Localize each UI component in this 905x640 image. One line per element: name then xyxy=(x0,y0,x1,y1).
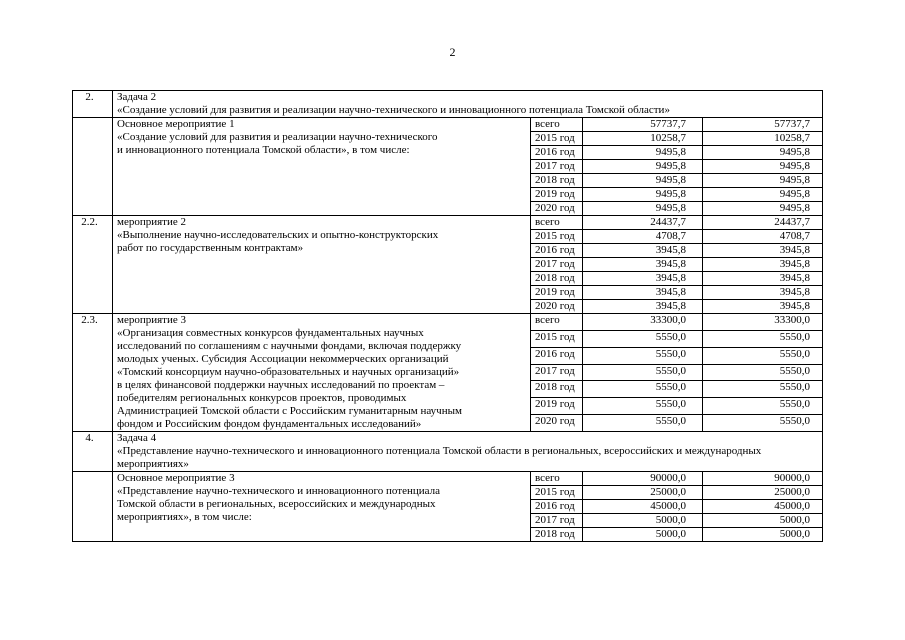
measure-description xyxy=(113,472,531,542)
amount-total-cell: 5550,0 xyxy=(583,381,703,398)
funding-row xyxy=(73,216,823,230)
amount-budget-cell: 33300,0 xyxy=(703,314,823,331)
amount-total-cell: 33300,0 xyxy=(583,314,703,331)
task-cell xyxy=(113,91,823,118)
amount-budget-cell: 45000,0 xyxy=(703,500,823,514)
amount-total-cell: 5550,0 xyxy=(583,330,703,347)
measure-line: мероприятиях», в том числе: xyxy=(117,511,252,523)
amount-total-cell: 9495,8 xyxy=(583,174,703,188)
budget-table-body xyxy=(73,91,823,542)
measure-line: мероприятие 3 xyxy=(117,314,187,326)
year-cell: 2017 год xyxy=(531,364,583,381)
amount-budget-cell: 5550,0 xyxy=(703,398,823,415)
amount-budget-cell: 9495,8 xyxy=(703,160,823,174)
task-title: Задача 2 xyxy=(117,91,157,103)
measure-line: в целях финансовой поддержки научных исследований по проектам – xyxy=(117,379,445,391)
year-cell: 2015 год xyxy=(531,132,583,146)
amount-total-cell: 5550,0 xyxy=(583,364,703,381)
page-number: 2 xyxy=(449,45,456,59)
budget-table xyxy=(72,90,823,542)
year-cell: 2017 год xyxy=(531,514,583,528)
amount-budget-cell: 3945,8 xyxy=(703,286,823,300)
measure-line: «Выполнение научно-исследовательских и опытно-конструкторских xyxy=(117,229,439,241)
amount-total-cell: 24437,7 xyxy=(583,216,703,230)
row-number: 2.2. xyxy=(73,216,113,314)
year-cell: 2019 год xyxy=(531,398,583,415)
measure-line: Администрацией Томской области с Российским гуманитарным научным xyxy=(117,405,462,417)
amount-total-cell: 5550,0 xyxy=(583,347,703,364)
measure-line: фондом и Российским фондом фундаментальных исследований» xyxy=(117,418,422,430)
amount-total-cell: 3945,8 xyxy=(583,300,703,314)
amount-budget-cell: 3945,8 xyxy=(703,300,823,314)
amount-total-cell: 25000,0 xyxy=(583,486,703,500)
year-cell: 2015 год xyxy=(531,486,583,500)
amount-total-cell: 5550,0 xyxy=(583,415,703,432)
task-title: Задача 4 xyxy=(117,432,157,444)
year-cell: 2016 год xyxy=(531,146,583,160)
measure-line: Основное мероприятие 1 xyxy=(117,118,235,130)
amount-budget-cell: 25000,0 xyxy=(703,486,823,500)
amount-budget-cell: 3945,8 xyxy=(703,244,823,258)
amount-budget-cell: 24437,7 xyxy=(703,216,823,230)
year-cell: 2017 год xyxy=(531,160,583,174)
measure-description xyxy=(113,118,531,216)
amount-budget-cell: 3945,8 xyxy=(703,258,823,272)
year-cell: всего xyxy=(531,216,583,230)
measure-line: исследований по соглашениям с научными фондами, включая поддержку xyxy=(117,340,462,352)
amount-budget-cell: 5550,0 xyxy=(703,415,823,432)
year-cell: 2015 год xyxy=(531,330,583,347)
amount-total-cell: 4708,7 xyxy=(583,230,703,244)
amount-budget-cell: 90000,0 xyxy=(703,472,823,486)
amount-total-cell: 3945,8 xyxy=(583,272,703,286)
amount-total-cell: 9495,8 xyxy=(583,188,703,202)
amount-budget-cell: 5000,0 xyxy=(703,514,823,528)
measure-description xyxy=(113,314,531,432)
year-cell: 2019 год xyxy=(531,286,583,300)
measure-line: «Представление научно-технического и инновационного потенциала xyxy=(117,485,440,497)
measure-description xyxy=(113,216,531,314)
year-cell: всего xyxy=(531,472,583,486)
row-number: 4. xyxy=(73,432,113,472)
measure-line: Томской области в региональных, всероссийских и международных xyxy=(117,498,436,510)
amount-budget-cell: 9495,8 xyxy=(703,146,823,160)
year-cell: 2015 год xyxy=(531,230,583,244)
funding-row xyxy=(73,472,823,486)
amount-total-cell: 3945,8 xyxy=(583,286,703,300)
year-cell: 2020 год xyxy=(531,202,583,216)
amount-budget-cell: 3945,8 xyxy=(703,272,823,286)
row-number xyxy=(73,472,113,542)
year-cell: 2020 год xyxy=(531,415,583,432)
measure-line: работ по государственным контрактам» xyxy=(117,242,304,254)
measure-line: победителям региональных конкурсов проектов, проводимых xyxy=(117,392,407,404)
measure-line: мероприятие 2 xyxy=(117,216,187,228)
year-cell: 2018 год xyxy=(531,174,583,188)
amount-total-cell: 5000,0 xyxy=(583,528,703,542)
amount-total-cell: 45000,0 xyxy=(583,500,703,514)
amount-total-cell: 5550,0 xyxy=(583,398,703,415)
amount-budget-cell: 9495,8 xyxy=(703,174,823,188)
row-number: 2.3. xyxy=(73,314,113,432)
year-cell: 2016 год xyxy=(531,347,583,364)
amount-total-cell: 57737,7 xyxy=(583,118,703,132)
amount-total-cell: 5000,0 xyxy=(583,514,703,528)
row-number xyxy=(73,118,113,216)
amount-budget-cell: 9495,8 xyxy=(703,202,823,216)
year-cell: 2018 год xyxy=(531,528,583,542)
amount-budget-cell: 5550,0 xyxy=(703,381,823,398)
year-cell: всего xyxy=(531,314,583,331)
amount-budget-cell: 5550,0 xyxy=(703,330,823,347)
amount-budget-cell: 9495,8 xyxy=(703,188,823,202)
measure-line: «Томский консорциум научно-образовательных и научных организаций» xyxy=(117,366,460,378)
amount-total-cell: 9495,8 xyxy=(583,146,703,160)
amount-total-cell: 3945,8 xyxy=(583,258,703,272)
amount-budget-cell: 5550,0 xyxy=(703,347,823,364)
measure-line: «Организация совместных конкурсов фундаментальных научных xyxy=(117,327,424,339)
task-text: «Представление научно-технического и инновационного потенциала Томской области в региональных, всероссийских и международных мероприятиях» xyxy=(117,445,762,470)
year-cell: 2018 год xyxy=(531,381,583,398)
amount-total-cell: 90000,0 xyxy=(583,472,703,486)
year-cell: 2017 год xyxy=(531,258,583,272)
measure-line: Основное мероприятие 3 xyxy=(117,472,235,484)
amount-budget-cell: 5550,0 xyxy=(703,364,823,381)
task-row xyxy=(73,432,823,472)
row-number: 2. xyxy=(73,91,113,118)
amount-total-cell: 10258,7 xyxy=(583,132,703,146)
task-row xyxy=(73,91,823,118)
amount-total-cell: 9495,8 xyxy=(583,202,703,216)
amount-total-cell: 3945,8 xyxy=(583,244,703,258)
task-text: «Создание условий для развития и реализации научно-технического и инновационного потенциала Томской области» xyxy=(117,104,670,116)
year-cell: 2016 год xyxy=(531,244,583,258)
funding-row xyxy=(73,118,823,132)
amount-budget-cell: 57737,7 xyxy=(703,118,823,132)
measure-line: «Создание условий для развития и реализации научно-технического xyxy=(117,131,438,143)
amount-budget-cell: 5000,0 xyxy=(703,528,823,542)
amount-budget-cell: 4708,7 xyxy=(703,230,823,244)
amount-total-cell: 9495,8 xyxy=(583,160,703,174)
measure-line: и инновационного потенциала Томской области», в том числе: xyxy=(117,144,410,156)
amount-budget-cell: 10258,7 xyxy=(703,132,823,146)
year-cell: всего xyxy=(531,118,583,132)
year-cell: 2016 год xyxy=(531,500,583,514)
task-cell xyxy=(113,432,823,472)
year-cell: 2020 год xyxy=(531,300,583,314)
year-cell: 2019 год xyxy=(531,188,583,202)
measure-line: молодых ученых. Субсидия Ассоциации некоммерческих организаций xyxy=(117,353,449,365)
funding-row xyxy=(73,314,823,331)
year-cell: 2018 год xyxy=(531,272,583,286)
